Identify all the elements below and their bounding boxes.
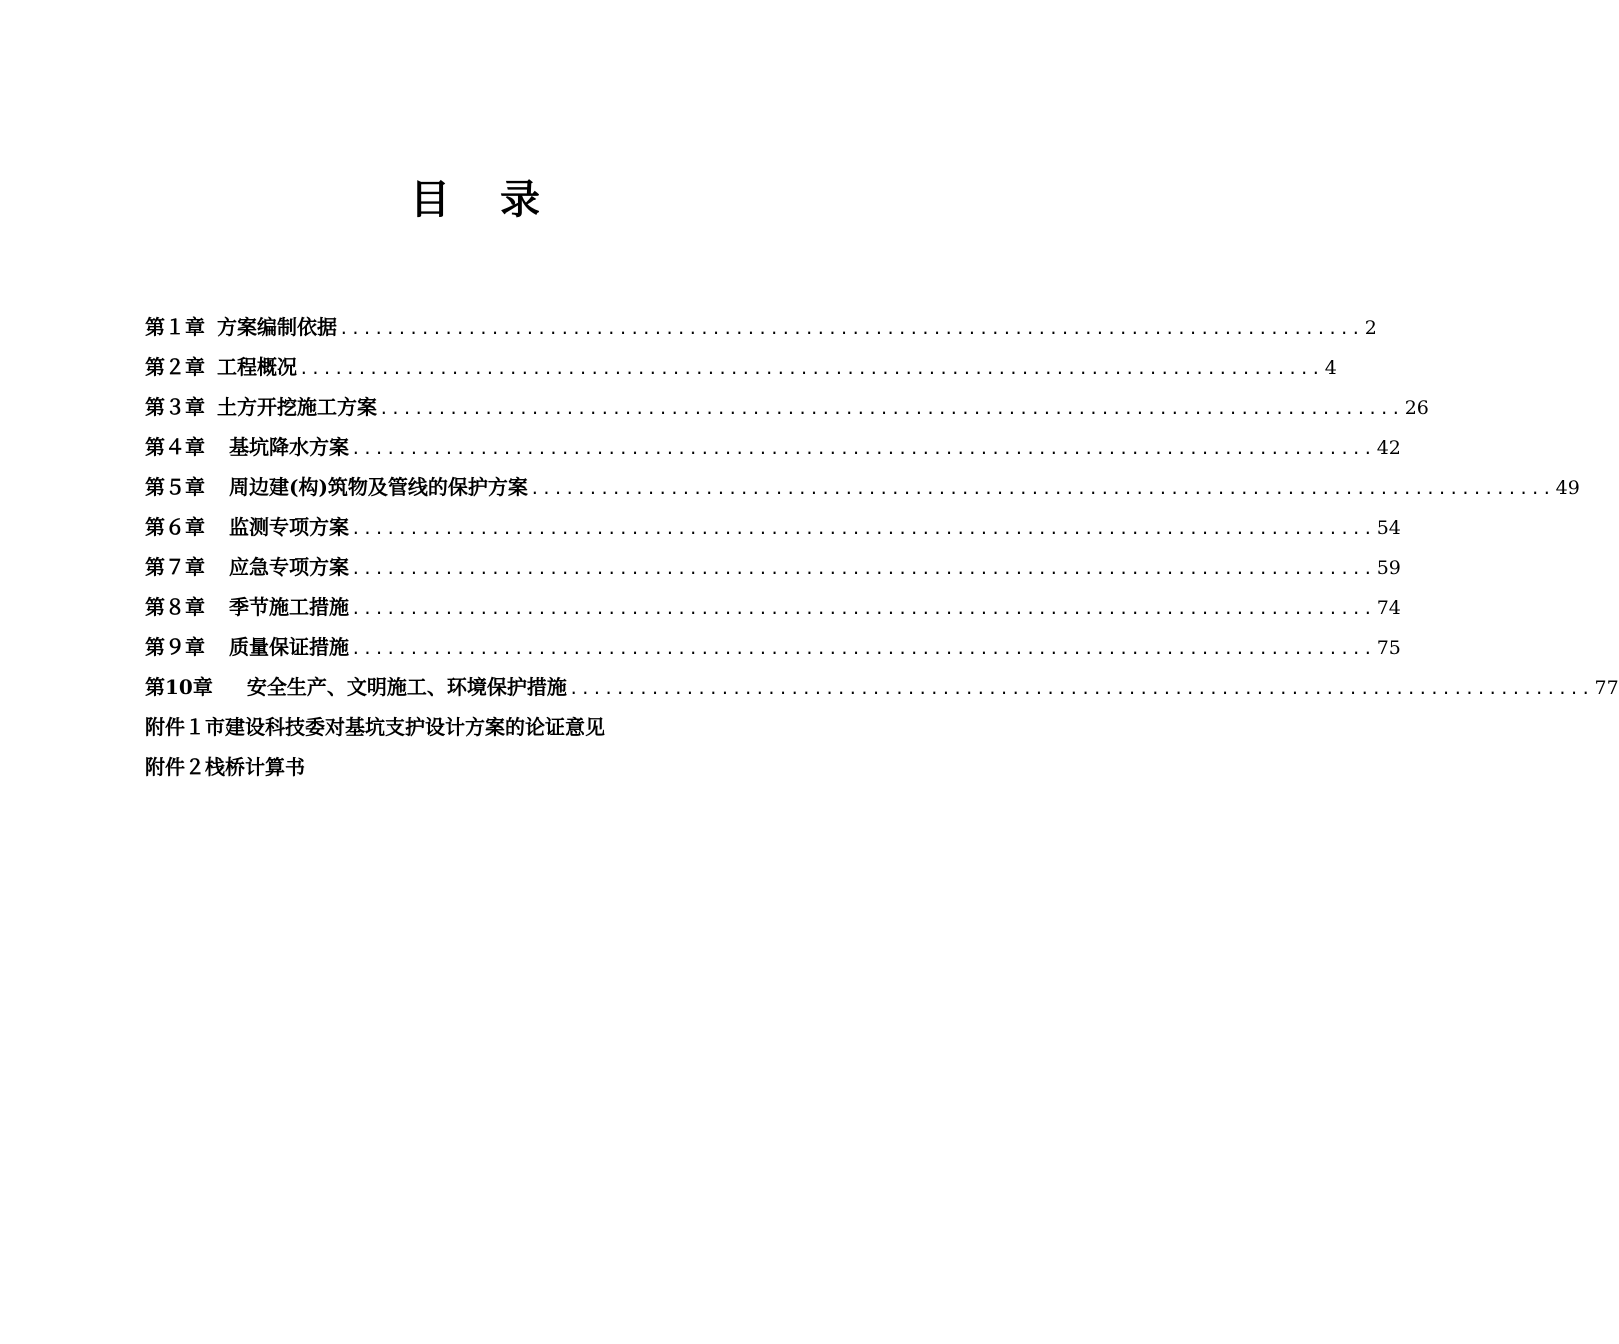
toc-annex-2[interactable]	[145, 747, 807, 787]
toc-entry-6[interactable]	[145, 507, 1401, 547]
toc-chapter-number: 第７章	[145, 555, 205, 579]
toc-page-number: 49	[1555, 477, 1580, 499]
toc-dot-leader: ........................................................................................	[351, 519, 1375, 538]
toc-dot-leader: ........................................................................................	[568, 679, 1593, 698]
toc-chapter-number: 第２章	[145, 355, 205, 379]
toc-page-number: 74	[1376, 597, 1401, 619]
toc-page-number: 2	[1364, 317, 1377, 339]
toc-chapter-number: 第５章	[145, 475, 205, 499]
toc-chapter-title: 周边建(构)筑物及管线的保护方案	[229, 475, 528, 499]
toc-entry-4[interactable]	[145, 427, 1401, 467]
toc-entry-7[interactable]	[145, 547, 1401, 587]
toc-chapter-number: 第３章	[145, 395, 205, 419]
toc-dot-leader: ........................................................................................	[351, 639, 1375, 658]
toc-dot-leader: ........................................................................................	[351, 559, 1375, 578]
toc-chapter-title: 安全生产、文明施工、环境保护措施	[246, 675, 567, 699]
toc-entry-5[interactable]	[145, 467, 1580, 507]
toc-entry-1[interactable]	[145, 307, 1377, 347]
toc-dot-leader: ........................................................................................	[351, 599, 1375, 618]
toc-annex-1[interactable]	[145, 707, 807, 747]
toc-chapter-title: 方案编制依据	[217, 315, 337, 339]
toc-entry-9[interactable]	[145, 627, 1401, 667]
toc-entry-8[interactable]	[145, 587, 1401, 627]
toc-annex-title: 附件１市建设科技委对基坑支护设计方案的论证意见	[145, 715, 605, 739]
toc-chapter-title: 季节施工措施	[229, 595, 349, 619]
toc-page-number: 4	[1324, 357, 1337, 379]
toc-page-number: 54	[1376, 517, 1401, 539]
toc-page-number: 75	[1376, 637, 1401, 659]
page-title: 目 录	[410, 176, 558, 223]
toc-entry-2[interactable]	[145, 347, 1337, 387]
toc-chapter-title: 质量保证措施	[229, 635, 349, 659]
toc-chapter-title: 监测专项方案	[229, 515, 349, 539]
toc-chapter-number: 第10章	[145, 675, 213, 699]
toc-dot-leader: ........................................................................................	[351, 439, 1375, 458]
toc-page-number: 42	[1376, 437, 1401, 459]
toc-chapter-number: 第１章	[145, 315, 205, 339]
toc-chapter-number: 第９章	[145, 635, 205, 659]
toc-dot-leader: ........................................................................................	[299, 359, 1323, 378]
toc-dot-leader: ........................................................................................	[339, 319, 1363, 338]
toc-page-number: 26	[1404, 397, 1429, 419]
toc-entry-3[interactable]	[145, 387, 1429, 427]
toc-chapter-number: 第６章	[145, 515, 205, 539]
toc-chapter-title: 土方开挖施工方案	[217, 395, 377, 419]
toc-annex-title: 附件２栈桥计算书	[145, 755, 305, 779]
toc-page-number: 59	[1376, 557, 1401, 579]
toc-chapter-title: 工程概况	[217, 355, 297, 379]
toc-dot-leader: ........................................................................................	[529, 479, 1554, 498]
toc-chapter-title: 基坑降水方案	[229, 435, 349, 459]
toc-page-number: 77	[1594, 677, 1619, 699]
toc-entry-10[interactable]	[145, 667, 1619, 707]
toc-chapter-title: 应急专项方案	[229, 555, 349, 579]
table-of-contents	[145, 307, 1619, 787]
toc-dot-leader: ........................................................................................	[379, 399, 1403, 418]
toc-chapter-number: 第４章	[145, 435, 205, 459]
toc-chapter-number: 第８章	[145, 595, 205, 619]
